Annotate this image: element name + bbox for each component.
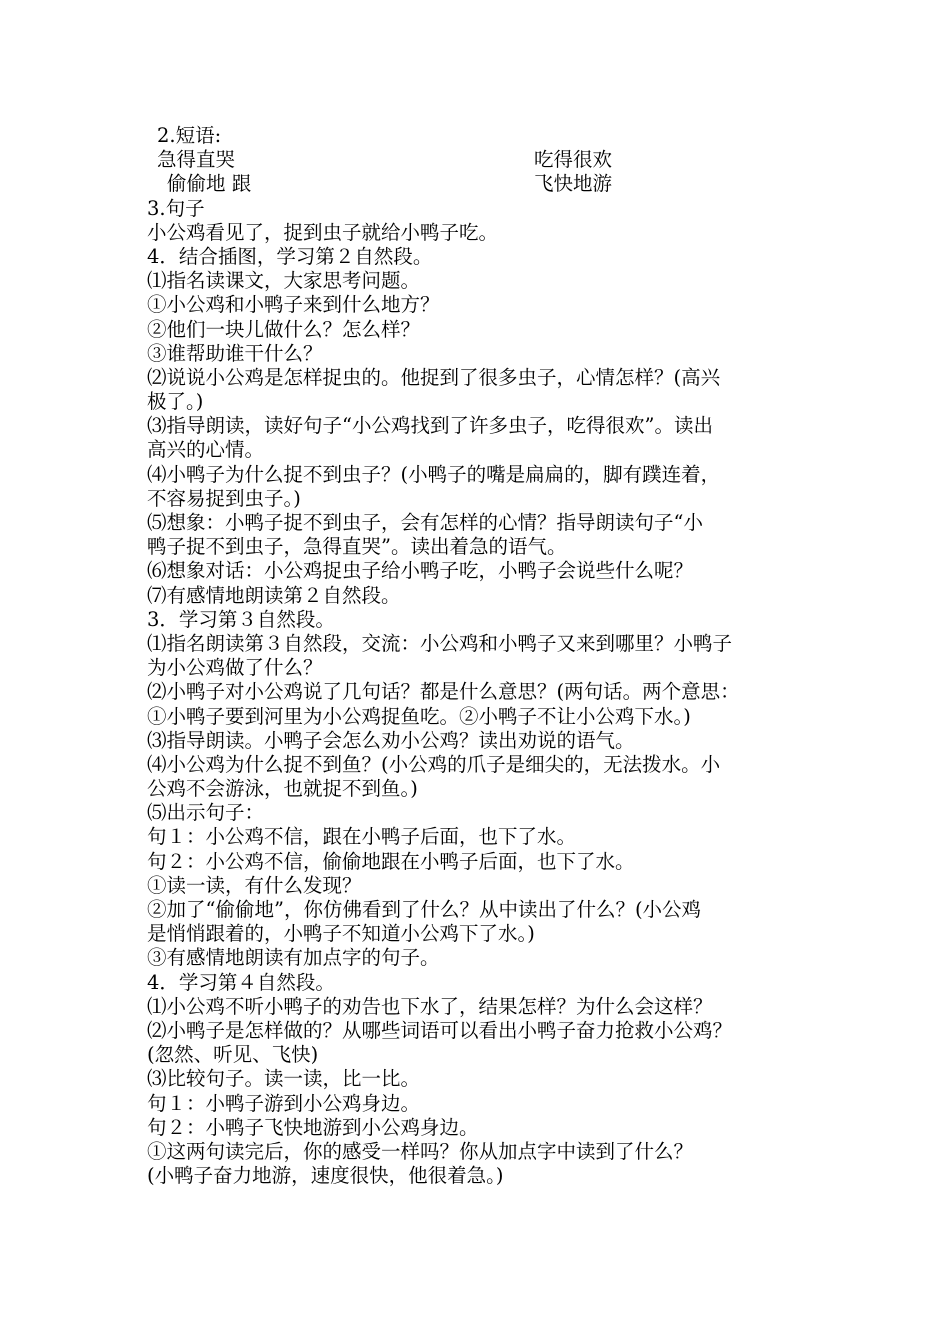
text-line: ⑴小公鸡不听小鸭子的劝告也下水了，结果怎样？为什么会这样？ (147, 994, 713, 1018)
text-line: ⑶指导朗读。小鸭子会怎么劝小公鸡？读出劝说的语气。 (147, 728, 635, 752)
phrase-left: 偷偷地 跟 (167, 172, 252, 196)
text-line: ⑺有感情地朗读第２自然段。 (147, 583, 401, 607)
text-line: ⑴指名朗读第３自然段，交流：小公鸡和小鸭子又来到哪里？小鸭子 (147, 631, 733, 655)
text-line: ⑹想象对话：小公鸡捉虫子给小鸭子吃，小鸭子会说些什么呢？ (147, 559, 694, 583)
text-line: 句１：小鸭子游到小公鸡身边。 (147, 1091, 421, 1115)
text-line: (忽然、听见、飞快) (147, 1043, 319, 1067)
text-line: ①这两句读完后，你的感受一样吗？你从加点字中读到了什么？ (147, 1139, 694, 1163)
text-line: ①读一读，有什么发现？ (147, 873, 362, 897)
text-line: 句２：小公鸡不信，偷偷地跟在小鸭子后面，也下了水。 (147, 849, 635, 873)
text-line: ②他们一块儿做什么？怎么样？ (147, 317, 421, 341)
text-line: 公鸡不会游泳，也就捉不到鱼。) (147, 777, 418, 801)
text-line: ⑵说说小公鸡是怎样捉虫的。他捉到了很多虫子，心情怎样？(高兴 (147, 365, 721, 389)
text-line: ⑴指名读课文，大家思考问题。 (147, 269, 421, 293)
text-line: ③谁帮助谁干什么？ (147, 341, 323, 365)
text-line: ⑸想象：小鸭子捉不到虫子，会有怎样的心情？指导朗读句子“小 (147, 511, 703, 534)
text-line: 为小公鸡做了什么？ (147, 656, 323, 680)
phrases-heading: 2.短语: (157, 124, 222, 147)
text-line: ①小鸭子要到河里为小公鸡捉鱼吃。②小鸭子不让小公鸡下水。) (147, 704, 691, 728)
text-line: ⑷小鸭子为什么捉不到虫子？(小鸭子的嘴是扁扁的，脚有蹼连着， (147, 462, 721, 486)
phrase-left: 急得直哭 (157, 148, 236, 172)
text-line: 高兴的心情。 (147, 438, 265, 462)
text-line: 不容易捉到虫子。) (147, 486, 301, 510)
text-line: ⑶比较句子。读一读，比一比。 (147, 1067, 421, 1091)
text-line: 句２：小鸭子飞快地游到小公鸡身边。 (147, 1115, 479, 1139)
text-line: (小鸭子奋力地游，速度很快，他很着急。) (147, 1164, 504, 1188)
text-line: 3．学习第３自然段。 (147, 607, 335, 631)
text-line: 3.句子 (147, 196, 205, 220)
text-line: ①小公鸡和小鸭子来到什么地方？ (147, 293, 440, 317)
document-body (147, 124, 837, 1188)
text-line: ⑵小鸭子对小公鸡说了几句话？都是什么意思？(两句话。两个意思： (147, 680, 740, 704)
text-line: 鸭子捉不到虫子，急得直哭”。读出着急的语气。 (147, 535, 567, 559)
text-line: 是悄悄跟着的，小鸭子不知道小公鸡下了水。) (147, 922, 535, 946)
phrase-row (147, 172, 837, 196)
text-line: 句１：小公鸡不信，跟在小鸭子后面，也下了水。 (147, 825, 577, 849)
text-line: 小公鸡看见了，捉到虫子就给小鸭子吃。 (147, 220, 499, 244)
text-line: ⑵小鸭子是怎样做的？从哪些词语可以看出小鸭子奋力抢救小公鸡？ (147, 1018, 733, 1042)
text-line: ⑷小公鸡为什么捉不到鱼？(小公鸡的爪子是细尖的，无法拨水。小 (147, 752, 721, 776)
text-line: ②加了“偷偷地”，你仿佛看到了什么？从中读出了什么？(小公鸡 (147, 898, 702, 921)
phrase-right: 吃得很欢 (534, 148, 613, 172)
text-line: 4．学习第４自然段。 (147, 970, 335, 994)
phrase-right: 飞快地游 (534, 172, 613, 196)
text-line: 极了。) (147, 390, 204, 414)
text-line: ⑶指导朗读，读好句子“小公鸡找到了许多虫子，吃得很欢”。读出 (147, 414, 713, 438)
text-line: ③有感情地朗读有加点字的句子。 (147, 946, 440, 970)
text-line: 4．结合插图，学习第２自然段。 (147, 244, 433, 268)
text-line: ⑸出示句子： (147, 801, 265, 825)
phrase-row (147, 148, 837, 172)
